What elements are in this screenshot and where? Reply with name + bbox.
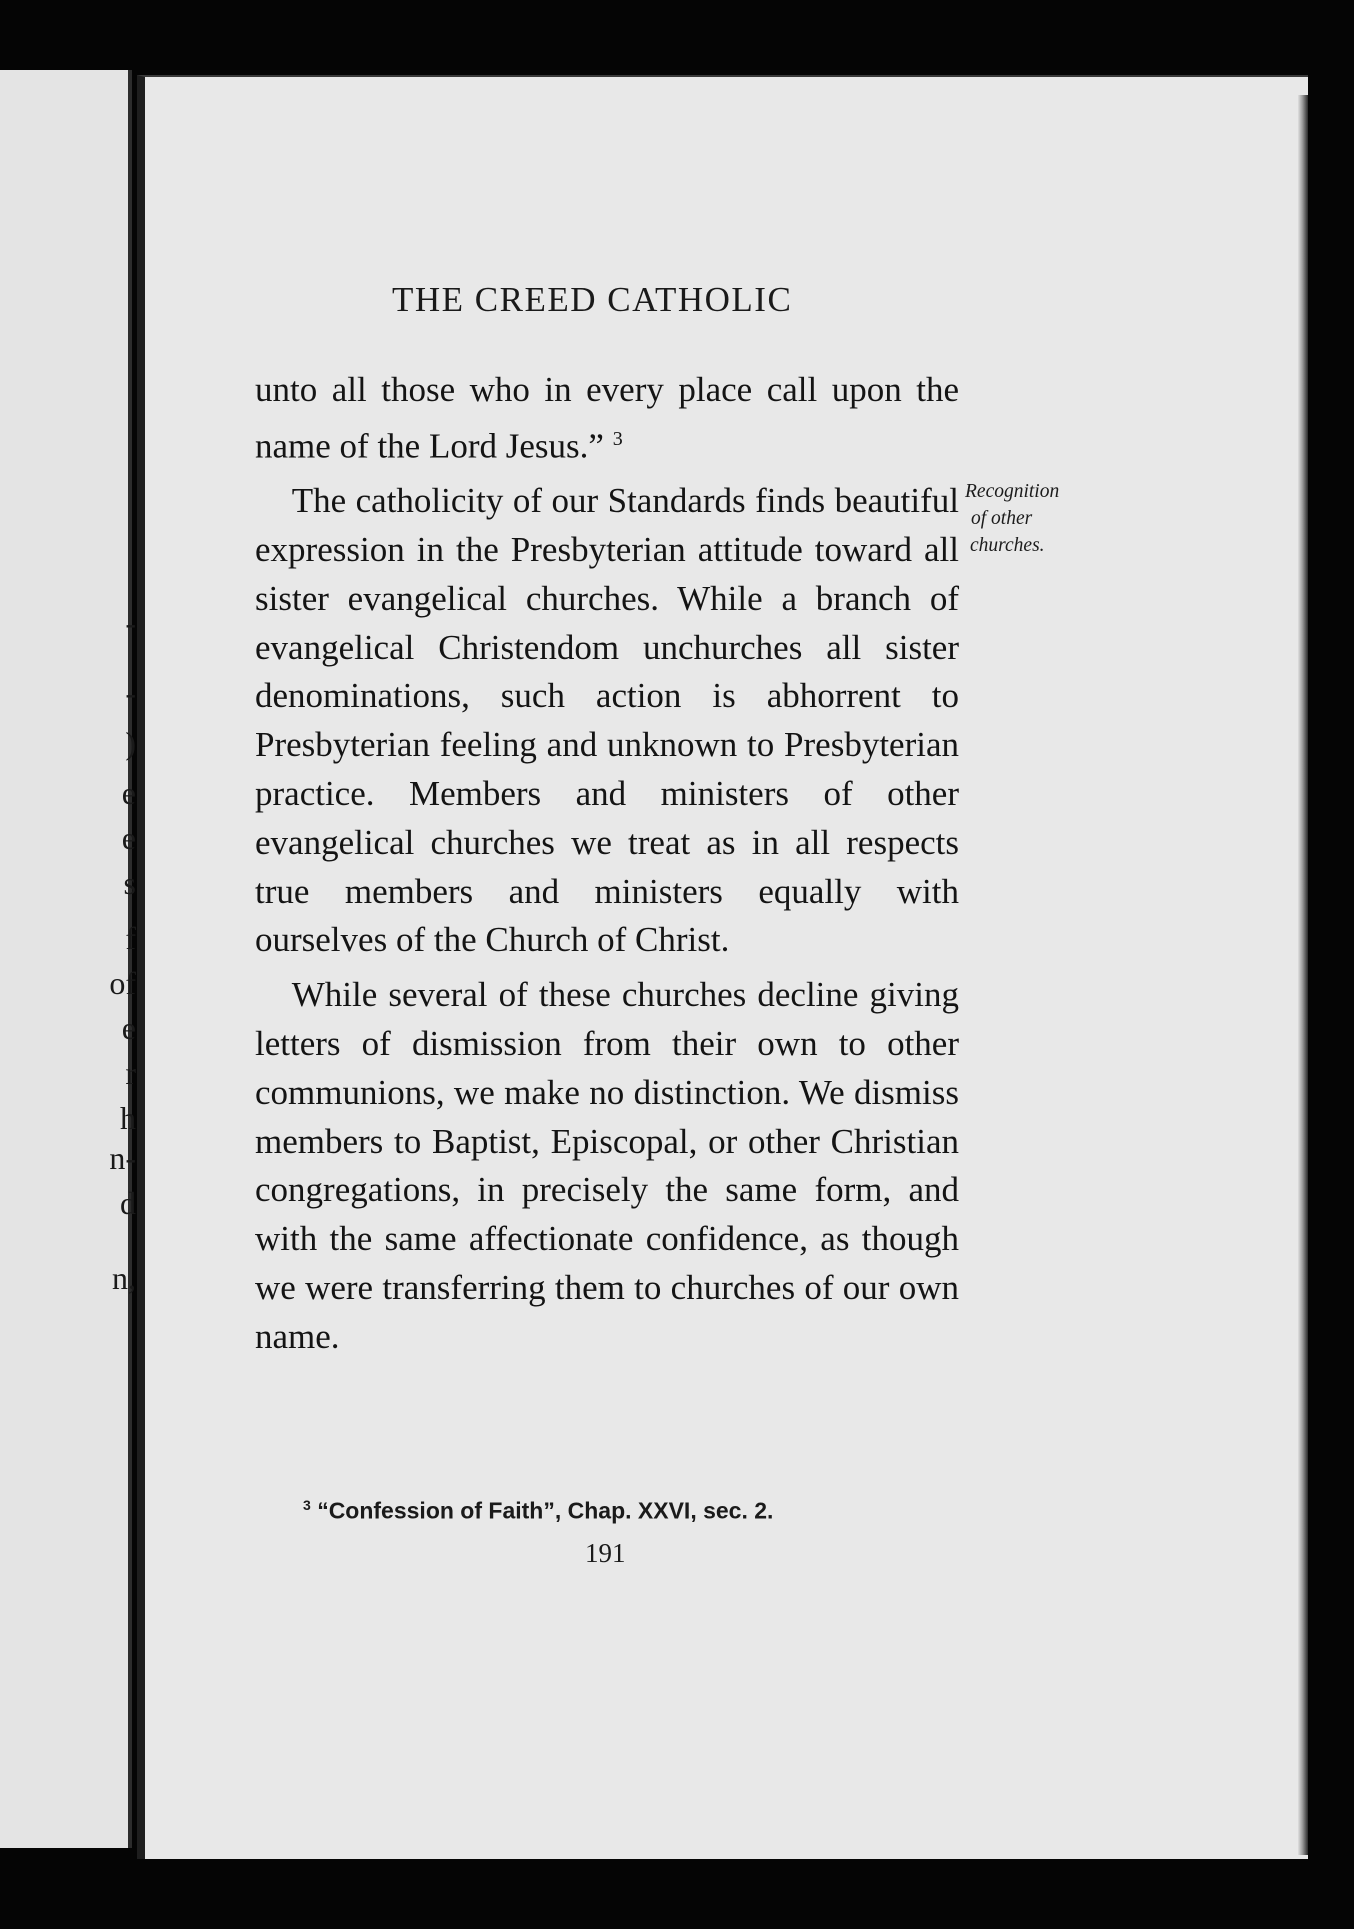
facing-page (0, 70, 136, 1848)
page-body-text (255, 366, 959, 1362)
facing-page-fragment: n, (112, 1260, 136, 1296)
running-head: THE CREED CATHOLIC (392, 280, 793, 319)
facing-page-fragment: r (125, 1055, 136, 1091)
paragraph-1-text: unto all those who in every place call upon the name of the Lord Jesus.” (255, 370, 959, 466)
facing-page-fragment: - (125, 675, 136, 711)
facing-page-fragment: e (121, 820, 136, 856)
facing-page-fragment: - (125, 605, 136, 641)
sidenote-line-2: of other (971, 508, 1033, 529)
paragraph-continuation (255, 366, 959, 471)
facing-page-fragment: s (123, 865, 136, 901)
facing-page-fragment: e (121, 775, 136, 811)
facing-page-fragment: h (120, 1100, 136, 1136)
facing-page-fragment: n- (109, 1140, 136, 1176)
facing-page-fragment: f (125, 920, 136, 956)
paragraph-recognition: The catholicity of our Standards finds beautiful expression in the Presbyterian attitude toward all sister evangelical churches. While a branch of evangelical Christendom unchurches all sister denominations, such action is abhorrent to Presbyterian feeling and unknown to Presbyterian practice. Members and ministers of other evangelical churches we treat as in all respects true members and ministers equally with ourselves of the Church of Christ. (255, 481, 959, 960)
facing-page-fragment: of (109, 965, 136, 1001)
footnote (303, 1497, 773, 1525)
sidenote-line-3: churches. (970, 535, 1045, 556)
facing-page-text-fragments (0, 70, 136, 1848)
page-edge (1298, 95, 1308, 1855)
facing-page-fragment: ) (125, 725, 136, 761)
footnote-text: “Confession of Faith”, Chap. XXVI, sec. 2. (317, 1497, 774, 1524)
sidenote-line-1: Recognition (965, 481, 1060, 502)
footnote-marker: 3 (303, 1497, 311, 1513)
margin-sidenote (965, 478, 1125, 559)
page-number: 191 (585, 1538, 626, 1568)
facing-page-fragment: e (121, 1010, 136, 1046)
footnote-reference: 3 (612, 427, 623, 450)
facing-page-fragment: d (120, 1185, 136, 1221)
paragraph-dismission: While several of these churches decline giving letters of dismission from their own to other communions, we make no distinction. We dismiss members to Baptist, Episcopal, or other Christian congregations, in precisely the same form, and with the same affectionate confidence, as though we were transferring them to churches of our own name. (255, 975, 959, 1356)
